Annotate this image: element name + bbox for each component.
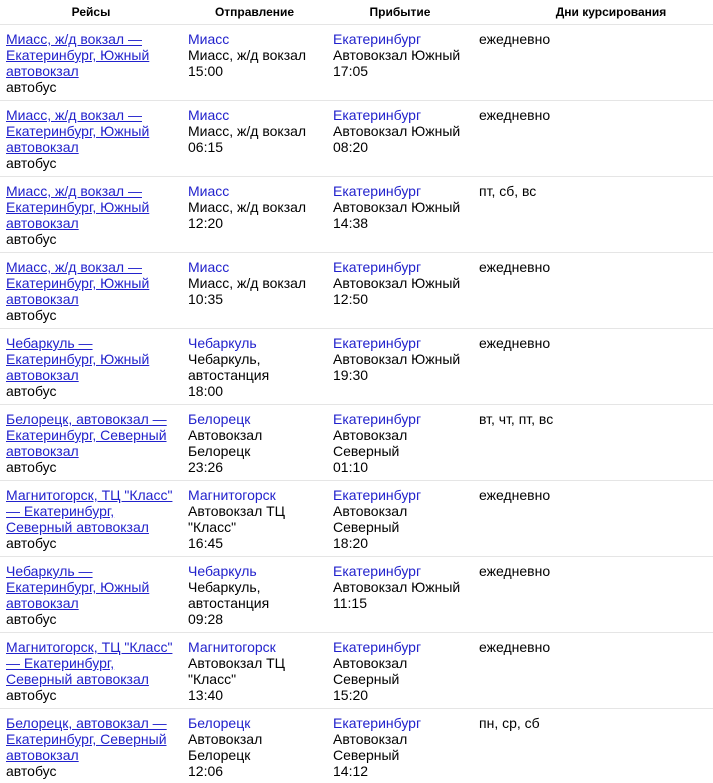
- departure-time: 10:35: [188, 291, 321, 307]
- arrival-cell: [327, 481, 473, 557]
- departure-cell: [182, 253, 327, 329]
- operating-days: ежедневно: [479, 259, 707, 275]
- operating-days: ежедневно: [479, 335, 707, 351]
- departure-station: Миасс, ж/д вокзал: [188, 47, 321, 63]
- departure-city: Магнитогорск: [188, 487, 321, 503]
- departure-city: Чебаркуль: [188, 335, 321, 351]
- arrival-city: Екатеринбург: [333, 411, 467, 427]
- arrival-time: 14:38: [333, 215, 467, 231]
- arrival-city: Екатеринбург: [333, 715, 467, 731]
- arrival-time: 12:50: [333, 291, 467, 307]
- operating-days: пн, ср, сб: [479, 715, 707, 731]
- transport-type: автобус: [6, 611, 176, 627]
- departure-station: Автовокзал Белорецк: [188, 731, 321, 763]
- route-cell: [0, 557, 182, 633]
- departure-time: 16:45: [188, 535, 321, 551]
- table-body: [0, 25, 713, 783]
- arrival-cell: [327, 25, 473, 101]
- arrival-station: Автовокзал Южный: [333, 47, 467, 63]
- arrival-cell: [327, 405, 473, 481]
- arrival-city: Екатеринбург: [333, 259, 467, 275]
- days-cell: [473, 177, 713, 253]
- arrival-station: Автовокзал Южный: [333, 275, 467, 291]
- transport-type: автобус: [6, 307, 176, 323]
- route-cell: [0, 25, 182, 101]
- arrival-time: 15:20: [333, 687, 467, 703]
- transport-type: автобус: [6, 155, 176, 171]
- transport-type: автобус: [6, 231, 176, 247]
- arrival-cell: [327, 557, 473, 633]
- departure-time: 23:26: [188, 459, 321, 475]
- days-cell: [473, 557, 713, 633]
- departure-time: 18:00: [188, 383, 321, 399]
- route-link[interactable]: Миасс, ж/д вокзал — Екатеринбург, Южный автовокзал: [6, 259, 176, 307]
- departure-time: 12:06: [188, 763, 321, 779]
- route-link[interactable]: Чебаркуль — Екатеринбург, Южный автовокзал: [6, 335, 176, 383]
- arrival-station: Автовокзал Северный: [333, 503, 467, 535]
- departure-station: Миасс, ж/д вокзал: [188, 199, 321, 215]
- departure-city: Миасс: [188, 31, 321, 47]
- operating-days: вт, чт, пт, вс: [479, 411, 707, 427]
- table-row: [0, 25, 713, 101]
- arrival-city: Екатеринбург: [333, 639, 467, 655]
- operating-days: ежедневно: [479, 563, 707, 579]
- route-cell: [0, 481, 182, 557]
- transport-type: автобус: [6, 687, 176, 703]
- arrival-city: Екатеринбург: [333, 487, 467, 503]
- days-cell: [473, 25, 713, 101]
- transport-type: автобус: [6, 763, 176, 779]
- route-link[interactable]: Магнитогорск, ТЦ "Класс" — Екатеринбург, Северный автовокзал: [6, 487, 176, 535]
- transport-type: автобус: [6, 535, 176, 551]
- header-arrival: Прибытие: [327, 0, 473, 25]
- arrival-city: Екатеринбург: [333, 183, 467, 199]
- departure-city: Белорецк: [188, 715, 321, 731]
- departure-station: Автовокзал ТЦ "Класс": [188, 655, 321, 687]
- route-cell: [0, 405, 182, 481]
- operating-days: ежедневно: [479, 107, 707, 123]
- arrival-station: Автовокзал Южный: [333, 199, 467, 215]
- arrival-city: Екатеринбург: [333, 335, 467, 351]
- route-link[interactable]: Белорецк, автовокзал — Екатеринбург, Северный автовокзал: [6, 411, 176, 459]
- table-row: [0, 709, 713, 783]
- header-row: [0, 0, 713, 25]
- departure-time: 13:40: [188, 687, 321, 703]
- arrival-time: 08:20: [333, 139, 467, 155]
- departure-cell: [182, 101, 327, 177]
- departure-city: Миасс: [188, 259, 321, 275]
- departure-time: 12:20: [188, 215, 321, 231]
- operating-days: ежедневно: [479, 487, 707, 503]
- departure-cell: [182, 481, 327, 557]
- arrival-cell: [327, 633, 473, 709]
- departure-time: 09:28: [188, 611, 321, 627]
- departure-time: 15:00: [188, 63, 321, 79]
- route-cell: [0, 709, 182, 783]
- arrival-cell: [327, 709, 473, 783]
- operating-days: ежедневно: [479, 639, 707, 655]
- departure-cell: [182, 557, 327, 633]
- departure-city: Магнитогорск: [188, 639, 321, 655]
- arrival-city: Екатеринбург: [333, 563, 467, 579]
- days-cell: [473, 405, 713, 481]
- arrival-city: Екатеринбург: [333, 31, 467, 47]
- arrival-station: Автовокзал Южный: [333, 123, 467, 139]
- arrival-time: 01:10: [333, 459, 467, 475]
- operating-days: ежедневно: [479, 31, 707, 47]
- departure-time: 06:15: [188, 139, 321, 155]
- arrival-time: 17:05: [333, 63, 467, 79]
- arrival-station: Автовокзал Северный: [333, 427, 467, 459]
- table-row: [0, 481, 713, 557]
- arrival-cell: [327, 253, 473, 329]
- departure-cell: [182, 177, 327, 253]
- departure-city: Миасс: [188, 107, 321, 123]
- arrival-time: 18:20: [333, 535, 467, 551]
- route-link[interactable]: Белорецк, автовокзал — Екатеринбург, Северный автовокзал: [6, 715, 176, 763]
- departure-station: Автовокзал Белорецк: [188, 427, 321, 459]
- route-link[interactable]: Миасс, ж/д вокзал — Екатеринбург, Южный автовокзал: [6, 183, 176, 231]
- arrival-station: Автовокзал Северный: [333, 655, 467, 687]
- departure-station: Миасс, ж/д вокзал: [188, 123, 321, 139]
- route-link[interactable]: Миасс, ж/д вокзал — Екатеринбург, Южный автовокзал: [6, 107, 176, 155]
- departure-cell: [182, 405, 327, 481]
- days-cell: [473, 329, 713, 405]
- route-cell: [0, 253, 182, 329]
- header-departure: Отправление: [182, 0, 327, 25]
- departure-city: Белорецк: [188, 411, 321, 427]
- arrival-station: Автовокзал Северный: [333, 731, 467, 763]
- table-row: [0, 329, 713, 405]
- days-cell: [473, 709, 713, 783]
- departure-station: Автовокзал ТЦ "Класс": [188, 503, 321, 535]
- header-routes: Рейсы: [0, 0, 182, 25]
- transport-type: автобус: [6, 383, 176, 399]
- route-link[interactable]: Магнитогорск, ТЦ "Класс" — Екатеринбург, Северный автовокзал: [6, 639, 176, 687]
- arrival-station: Автовокзал Южный: [333, 579, 467, 595]
- arrival-time: 14:12: [333, 763, 467, 779]
- table-row: [0, 633, 713, 709]
- table-header: [0, 0, 713, 25]
- arrival-time: 11:15: [333, 595, 467, 611]
- route-link[interactable]: Чебаркуль — Екатеринбург, Южный автовокзал: [6, 563, 176, 611]
- route-link[interactable]: Миасс, ж/д вокзал — Екатеринбург, Южный автовокзал: [6, 31, 176, 79]
- departure-cell: [182, 709, 327, 783]
- table-row: [0, 557, 713, 633]
- departure-station: Миасс, ж/д вокзал: [188, 275, 321, 291]
- arrival-cell: [327, 177, 473, 253]
- departure-cell: [182, 633, 327, 709]
- arrival-city: Екатеринбург: [333, 107, 467, 123]
- arrival-station: Автовокзал Южный: [333, 351, 467, 367]
- arrival-cell: [327, 329, 473, 405]
- route-cell: [0, 101, 182, 177]
- departure-city: Миасс: [188, 183, 321, 199]
- table-row: [0, 101, 713, 177]
- table-row: [0, 253, 713, 329]
- days-cell: [473, 253, 713, 329]
- days-cell: [473, 633, 713, 709]
- header-days: Дни курсирования: [473, 0, 713, 25]
- days-cell: [473, 101, 713, 177]
- days-cell: [473, 481, 713, 557]
- route-cell: [0, 633, 182, 709]
- route-cell: [0, 177, 182, 253]
- departure-city: Чебаркуль: [188, 563, 321, 579]
- table-row: [0, 405, 713, 481]
- route-cell: [0, 329, 182, 405]
- departure-station: Чебаркуль, автостанция: [188, 351, 321, 383]
- transport-type: автобус: [6, 459, 176, 475]
- departure-cell: [182, 329, 327, 405]
- transport-type: автобус: [6, 79, 176, 95]
- arrival-time: 19:30: [333, 367, 467, 383]
- departure-station: Чебаркуль, автостанция: [188, 579, 321, 611]
- operating-days: пт, сб, вс: [479, 183, 707, 199]
- table-row: [0, 177, 713, 253]
- departure-cell: [182, 25, 327, 101]
- arrival-cell: [327, 101, 473, 177]
